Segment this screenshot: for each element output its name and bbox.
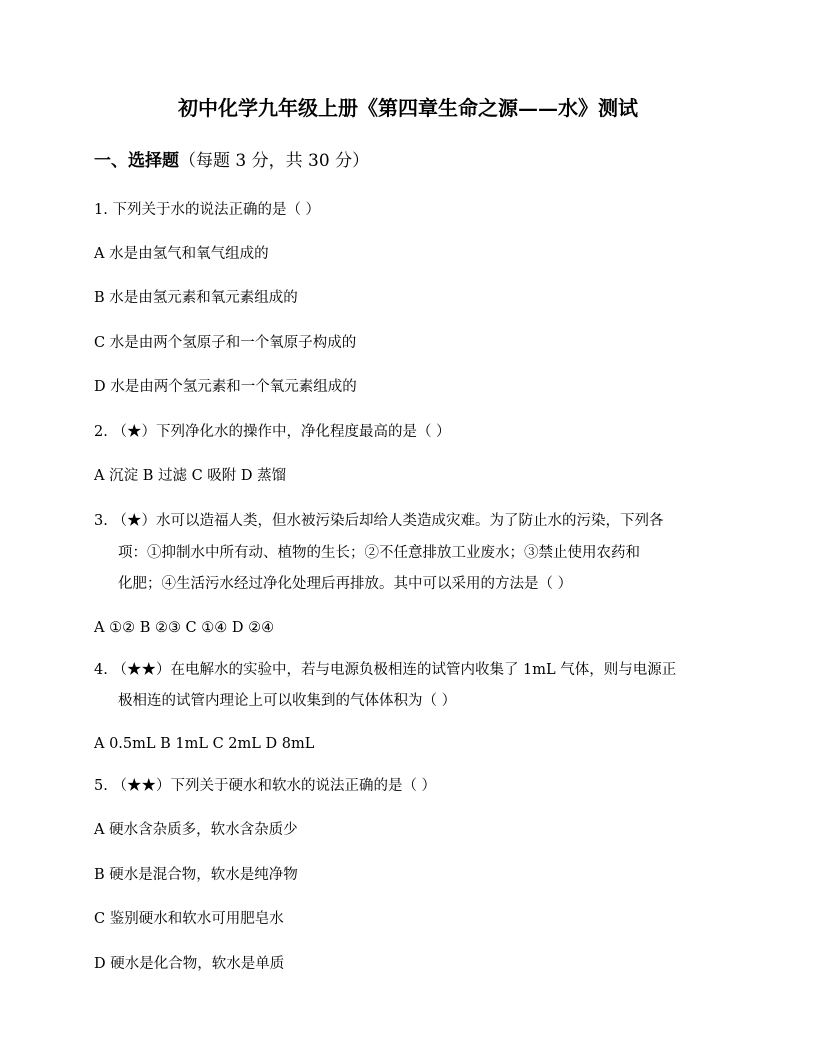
question-2-options: A 沉淀 B 过滤 C 吸附 D 蒸馏 xyxy=(94,468,287,484)
page-title: 初中化学九年级上册《第四章生命之源——水》测试 xyxy=(178,96,638,120)
section-heading xyxy=(94,148,369,174)
question-5-option-d: D 硬水是化合物，软水是单质 xyxy=(94,956,285,972)
question-5-option-a: A 硬水含杂质多，软水含杂质少 xyxy=(94,822,298,838)
section-note: （每题 3 分，共 30 分） xyxy=(179,151,370,171)
question-3-line-1: 3. （★）水可以造福人类，但水被污染后却给人类造成灾难。为了防止水的污染，下列各 xyxy=(94,513,664,529)
question-1-option-d: D 水是由两个氢元素和一个氧元素组成的 xyxy=(94,379,357,395)
question-5: 5. （★★）下列关于硬水和软水的说法正确的是（ ） xyxy=(94,778,437,794)
question-1-option-a: A 水是由氢气和氧气组成的 xyxy=(94,246,269,262)
question-5-option-c: C 鉴别硬水和软水可用肥皂水 xyxy=(94,911,284,927)
question-1: 1. 下列关于水的说法正确的是（ ） xyxy=(94,202,321,218)
question-1-option-c: C 水是由两个氢原子和一个氧原子构成的 xyxy=(94,335,357,351)
question-4-options: A 0.5mL B 1mL C 2mL D 8mL xyxy=(94,736,315,752)
question-4-line-1: 4. （★★）在电解水的实验中，若与电源负极相连的试管内收集了 1mL 气体，则与电源正 xyxy=(94,662,677,678)
question-3-options: A ①② B ②③ C ①④ D ②④ xyxy=(94,620,275,636)
question-3-line-3: 化肥；④生活污水经过净化处理后再排放。其中可以采用的方法是（ ） xyxy=(118,576,573,592)
section-title: 一、选择题 xyxy=(94,151,179,171)
question-2: 2. （★）下列净化水的操作中，净化程度最高的是（ ） xyxy=(94,424,451,440)
question-1-option-b: B 水是由氢元素和氧元素组成的 xyxy=(94,290,298,306)
question-5-option-b: B 硬水是混合物，软水是纯净物 xyxy=(94,867,298,883)
question-3-line-2: 项：①抑制水中所有动、植物的生长；②不任意排放工业废水；③禁止使用农药和 xyxy=(118,545,640,561)
question-4-line-2: 极相连的试管内理论上可以收集到的气体体积为（ ） xyxy=(118,693,457,709)
